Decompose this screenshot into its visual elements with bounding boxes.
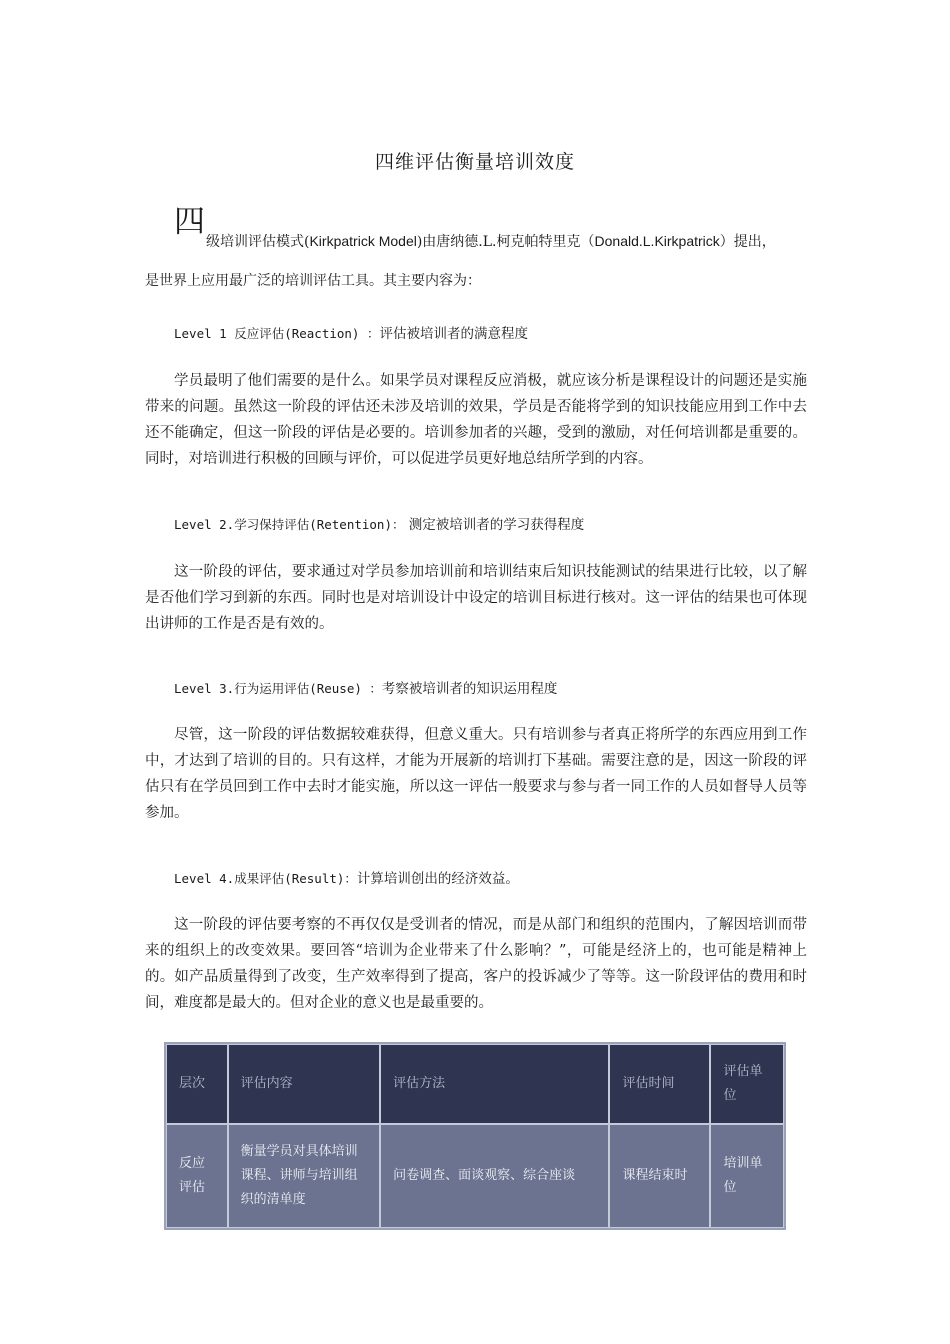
intro-text-c: )由唐纳德.L.柯克帕特里克（	[416, 234, 595, 250]
header-unit: 评估单位	[710, 1044, 784, 1124]
level-1-description: 评估被培训者的满意程度	[379, 326, 528, 342]
level-1-paragraph: 学员最明了他们需要的是什么。如果学员对课程反应消极，就应该分析是课程设计的问题还是实施带来的问题。虽然这一阶段的评估还未涉及培训的效果，学员是否能将学到的知识技能应用到工作中去还不能确定，但这一阶段的评估是必要的。培训参加者的兴趣，受到的激励，对任何培训都是重要的。同时，对培训进行积极的回顾与评价，可以促进学员更好地总结所学到的内容。	[145, 373, 807, 467]
level-3-description: 考察被培训者的知识运用程度	[381, 681, 558, 697]
level-1-heading	[174, 322, 528, 342]
table-header-row	[166, 1044, 784, 1124]
cell-method: 问卷调查、面谈观察、综合座谈	[380, 1124, 609, 1228]
level-3-heading	[174, 677, 557, 697]
level-4-description: 计算培训创出的经济效益。	[356, 871, 519, 887]
drop-cap: 四	[174, 204, 205, 240]
cell-time: 课程结束时	[609, 1124, 710, 1228]
evaluation-table	[164, 1042, 786, 1230]
intro-line-2: 是世界上应用最广泛的培训评估工具。其主要内容为：	[145, 273, 481, 289]
intro-author-name: Donald.L.Kirkpatrick	[594, 233, 720, 249]
table-row	[166, 1124, 784, 1228]
intro-text-a: 级培训评估模式(	[206, 234, 310, 250]
cell-level: 反应评估	[166, 1124, 228, 1228]
header-content: 评估内容	[228, 1044, 380, 1124]
intro-model-name: Kirkpatrick Model	[309, 233, 417, 249]
level-1-code: Level 1 反应评估(Reaction) ：	[174, 326, 380, 341]
level-2-description: 测定被培训者的学习获得程度	[404, 517, 585, 533]
header-level: 层次	[166, 1044, 228, 1124]
intro-text-e: ）提出，	[719, 234, 776, 250]
intro-line-1	[206, 231, 806, 251]
cell-unit: 培训单位	[710, 1124, 784, 1228]
header-time: 评估时间	[609, 1044, 710, 1124]
document-title: 四维评估衡量培训效度	[374, 151, 575, 173]
level-4-paragraph: 这一阶段的评估要考察的不再仅仅是受训者的情况，而是从部门和组织的范围内，了解因培训而带来的组织上的改变效果。要回答“培训为企业带来了什么影响？”，可能是经济上的，也可能是精神上的。如产品质量得到了改变，生产效率得到了提高，客户的投诉减少了等等。这一阶段评估的费用和时间，难度都是最大的。但对企业的意义也是最重要的。	[145, 917, 807, 1011]
level-2-code: Level 2.学习保持评估(Retention)：	[174, 517, 405, 532]
header-method: 评估方法	[380, 1044, 609, 1124]
level-4-heading	[174, 867, 519, 887]
level-2-heading	[174, 513, 584, 533]
level-3-paragraph: 尽管，这一阶段的评估数据较难获得，但意义重大。只有培训参与者真正将所学的东西应用到工作中，才达到了培训的目的。只有这样，才能为开展新的培训打下基础。需要注意的是，因这一阶段的评估只有在学员回到工作中去时才能实施，所以这一评估一般要求与参与者一同工作的人员如督导人员等参加。	[145, 727, 807, 821]
level-2-paragraph: 这一阶段的评估，要求通过对学员参加培训前和培训结束后知识技能测试的结果进行比较，以了解是否他们学习到新的东西。同时也是对培训设计中设定的培训目标进行核对。这一评估的结果也可体现出讲师的工作是否是有效的。	[145, 564, 807, 632]
cell-content: 衡量学员对具体培训课程、讲师与培训组织的清单度	[228, 1124, 380, 1228]
level-3-code: Level 3.行为运用评估(Reuse) ：	[174, 681, 382, 696]
level-4-code: Level 4.成果评估(Result)：	[174, 871, 357, 886]
